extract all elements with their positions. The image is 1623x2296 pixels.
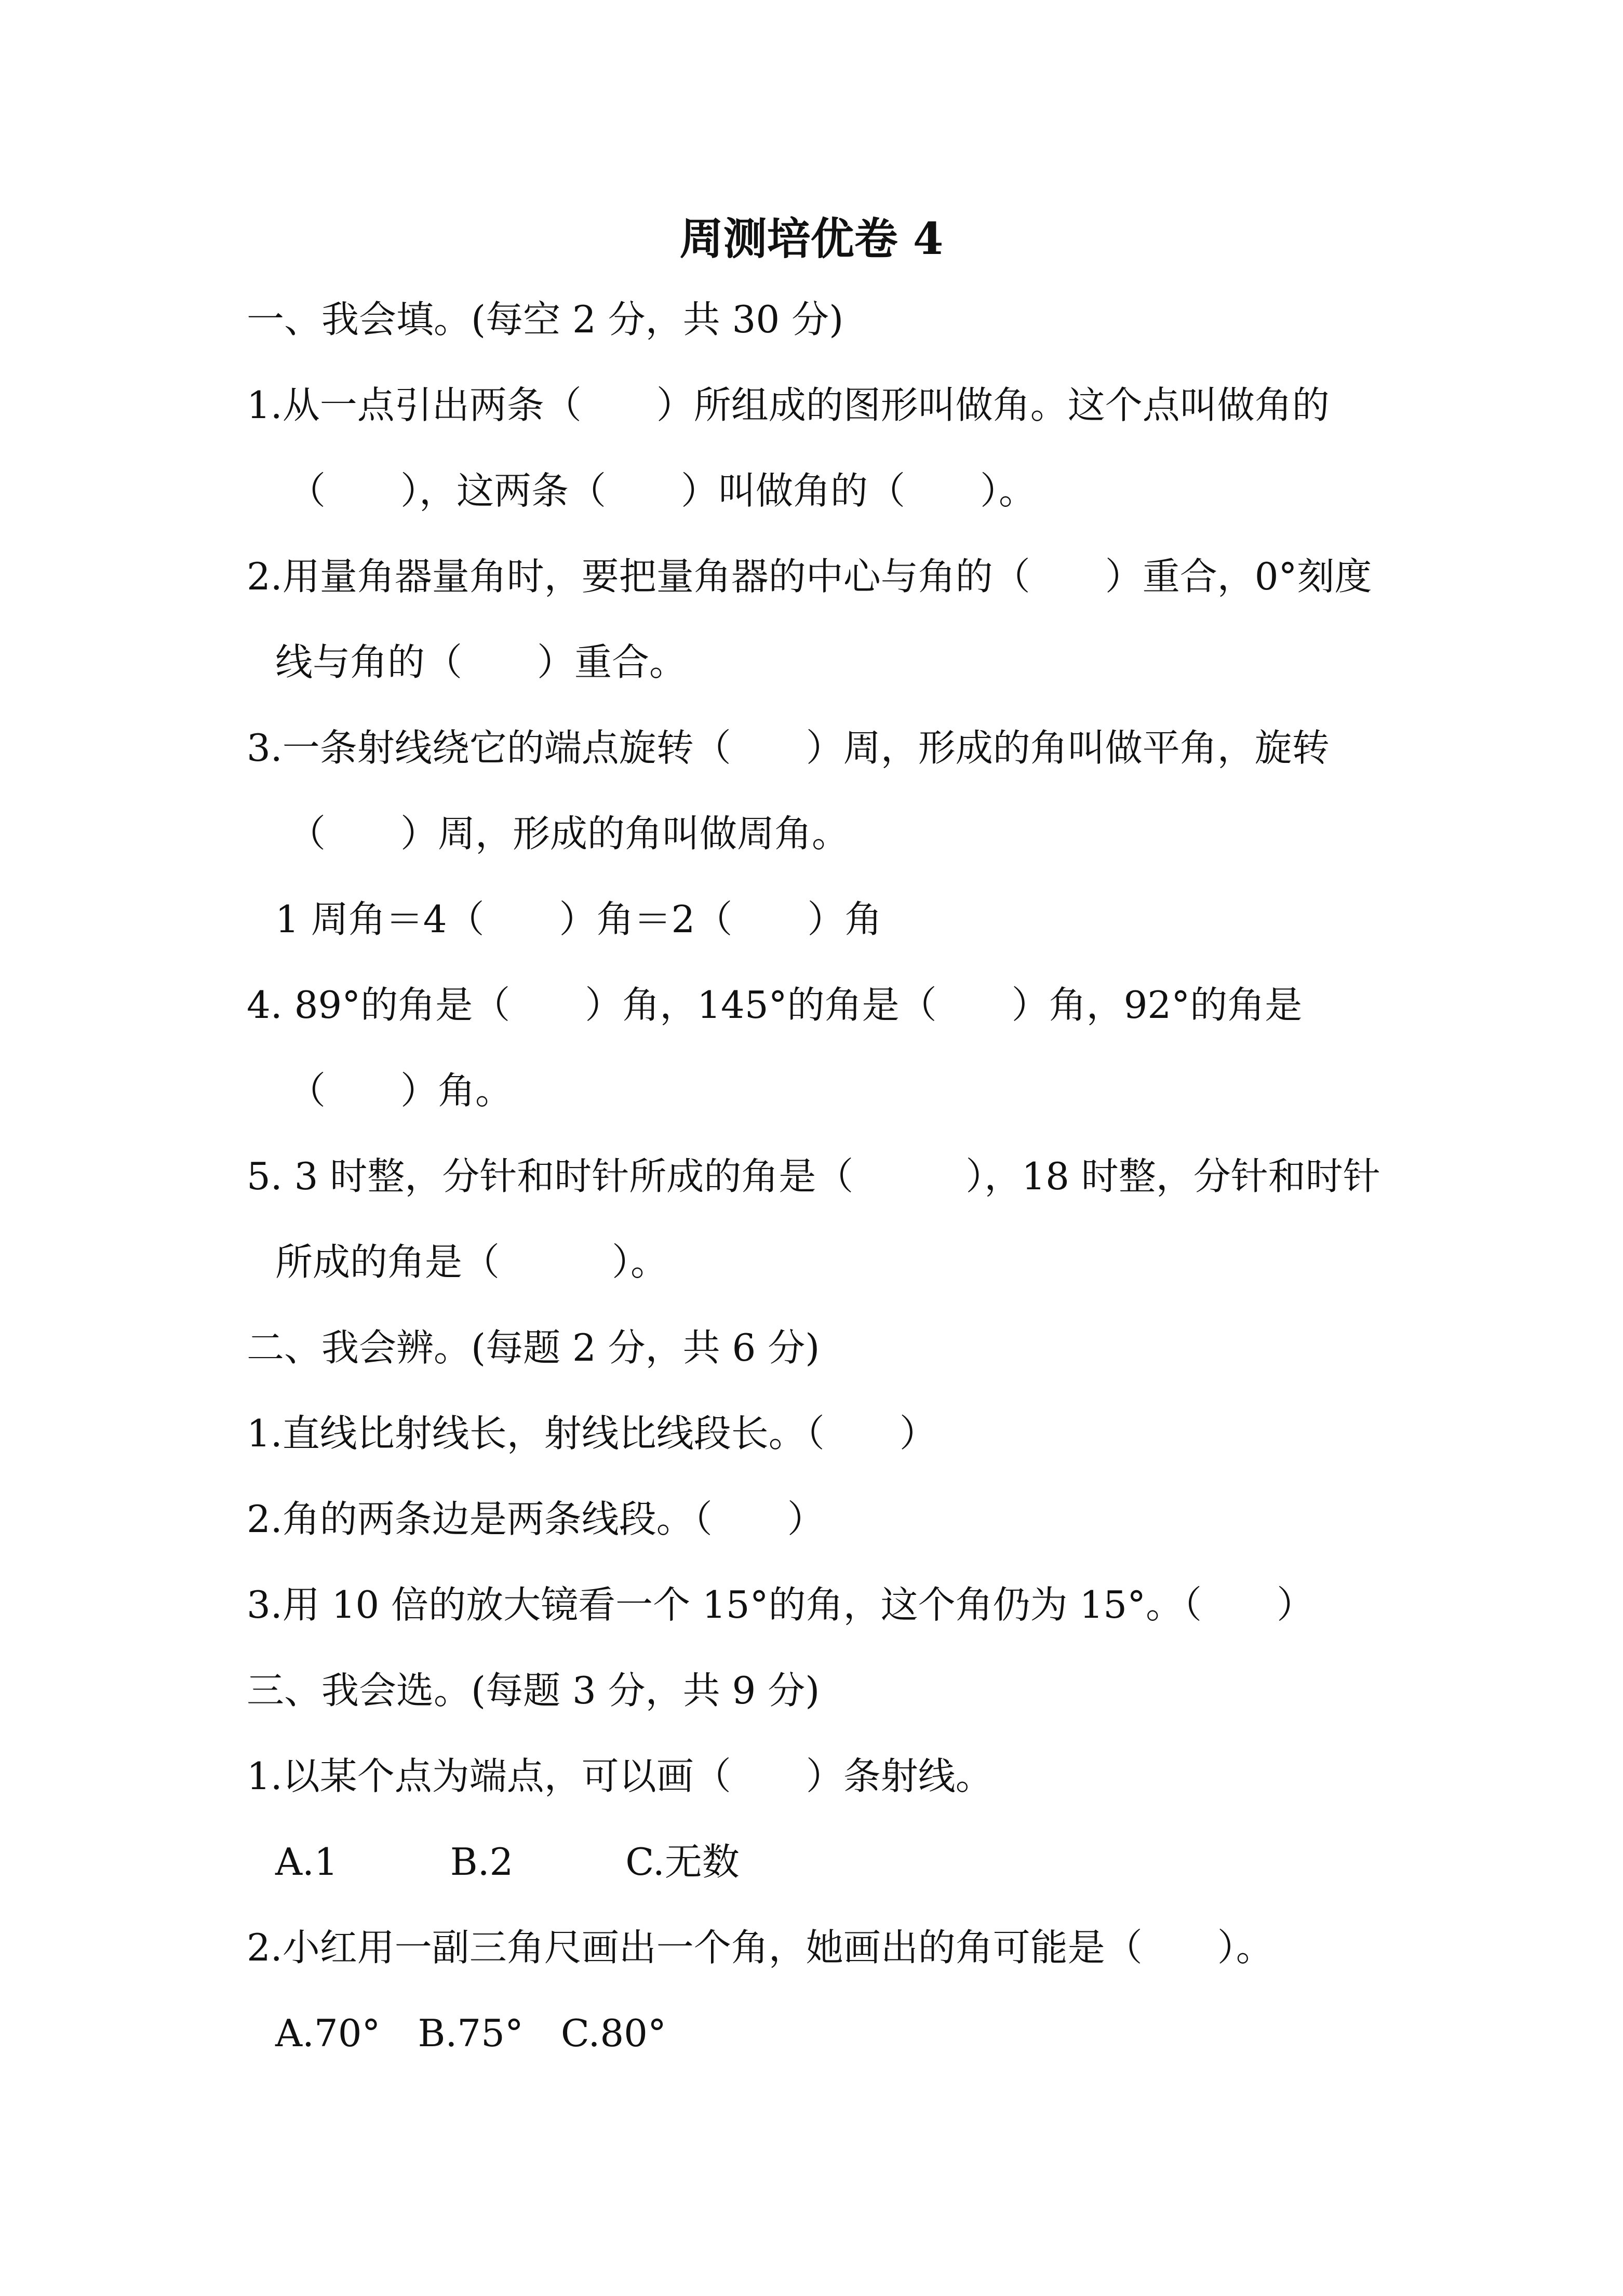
text-line: 5. 3 时整，分针和时针所成的角是（ ），18 时整，分针和时针 — [247, 1154, 1380, 1198]
text-line: （ ）角。 — [288, 1069, 513, 1112]
text-line: 2.用量角器量角时，要把量角器的中心与角的（ ）重合，0°刻度 — [247, 555, 1372, 598]
text-line: 所成的角是（ ）。 — [275, 1240, 668, 1284]
text-line: 二、我会辨。(每题 2 分，共 6 分) — [247, 1326, 820, 1369]
text-line: A.70° B.75° C.80° — [275, 2011, 666, 2055]
text-line: 1.直线比射线长，射线比线段长。（ ） — [247, 1412, 937, 1455]
worksheet-body — [247, 293, 1576, 2093]
page-title: 周测培优卷 4 — [679, 213, 944, 264]
text-line: （ ）周，形成的角叫做周角。 — [288, 812, 850, 855]
text-line: 三、我会选。(每题 3 分，共 9 分) — [247, 1669, 820, 1712]
text-line: 一、我会填。(每空 2 分，共 30 分) — [247, 298, 844, 341]
text-line: 2.小红用一副三角尺画出一个角，她画出的角可能是（ ）。 — [247, 1926, 1273, 1969]
text-line: A.1 B.2 C.无数 — [275, 1840, 740, 1884]
text-line: （ ），这两条（ ）叫做角的（ ）。 — [288, 469, 1037, 513]
text-line: 线与角的（ ）重合。 — [275, 640, 687, 684]
text-line: 4. 89°的角是（ ）角，145°的角是（ ）角，92°的角是 — [247, 983, 1303, 1027]
text-line: 2.角的两条边是两条线段。（ ） — [247, 1497, 825, 1541]
text-line: 3.用 10 倍的放大镜看一个 15°的角，这个角仍为 15°。（ ） — [247, 1583, 1315, 1627]
text-line: 1.从一点引出两条（ ）所组成的图形叫做角。这个点叫做角的 — [247, 383, 1330, 427]
text-line: 3.一条射线绕它的端点旋转（ ）周，形成的角叫做平角，旋转 — [247, 726, 1330, 770]
text-line: 1.以某个点为端点，可以画（ ）条射线。 — [247, 1754, 993, 1798]
text-line: 1 周角＝4（ ）角＝2（ ）角 — [275, 897, 882, 941]
